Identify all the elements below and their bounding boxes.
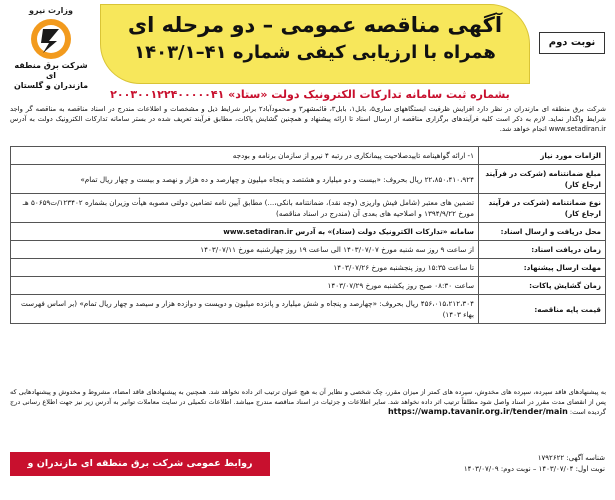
notice-number: همراه با ارزیابی کیفی شماره ۴۱–۱۴۰۳/۱ bbox=[134, 42, 496, 63]
notes-paragraph bbox=[10, 388, 606, 418]
row-value: ساعت ۰۸:۳۰ صبح روز یکشنبه مورخ ۱۴۰۳/۰۷/۲۹ bbox=[11, 277, 479, 295]
table-row bbox=[11, 223, 606, 241]
row-label: نوع ضمانتنامه (شرکت در فرآیند ارجاع کار) bbox=[479, 194, 606, 223]
table-row bbox=[11, 259, 606, 277]
row-value: ۲۲،۸۵۰،۴۱۰،۹۲۴ ریال بحروف: «بیست و دو میلیارد و هشتصد و پنجاه میلیون و چهارصد و ده هزار و نهصد و بیست و چهار ریال تمام» bbox=[11, 165, 479, 194]
row-value: ۱- ارائه گواهینامه تاییدصلاحیت پیمانکاری در رتبه ۴ نیرو از سازمان برنامه و بودجه bbox=[11, 147, 479, 165]
row-label: مهلت ارسال پیشنهاد: bbox=[479, 259, 606, 277]
ad-meta bbox=[305, 453, 605, 475]
ministry-label: وزارت نیرو bbox=[29, 6, 73, 15]
lightning-emblem-icon bbox=[29, 17, 73, 61]
round-badge: نوبت دوم bbox=[539, 32, 605, 54]
row-label: قیمت پایه مناقصه: bbox=[479, 295, 606, 324]
row-label: محل دریافت و ارسال اسناد: bbox=[479, 223, 606, 241]
table-row bbox=[11, 165, 606, 194]
setad-registration-number: بشماره ثبت سامانه تدارکات الکترونیک دولت «ستاد» ۲۰۰۳۰۰۱۲۲۴۰۰۰۰۰۴۱ bbox=[110, 88, 510, 101]
row-value: از ساعت ۹ روز سه شنبه مورخ ۱۴۰۳/۰۷/۰۷ الی ساعت ۱۹ روز چهارشنبه مورخ ۱۴۰۳/۰۷/۱۱ bbox=[11, 241, 479, 259]
row-label: زمان گشایش پاکات: bbox=[479, 277, 606, 295]
notice-title: آگهی مناقصه عمومی – دو مرحله ای bbox=[127, 13, 503, 37]
table-row bbox=[11, 277, 606, 295]
row-label: زمان دریافت اسناد: bbox=[479, 241, 606, 259]
org-name-line2: مازندران و گلستان bbox=[13, 81, 89, 90]
row-value: تضمین های معتبر (شامل فیش واریزی (وجه نقد)، ضمانتنامه بانکی،...) مطابق آیین نامه تضامین دولتی مصوبه هیأت وزیران بشماره ۱۲۳۴۰۲/ت۵۰۶۵۹ هـ مورخ ۱۳۹۴/۹/۲۲ و اصلاحیه های بعدی آن (مندرج در اسناد مناقصه) bbox=[11, 194, 479, 223]
tender-details-table bbox=[10, 146, 606, 324]
table-row bbox=[11, 241, 606, 259]
org-name-line1: شرکت برق منطقه ای bbox=[14, 61, 88, 80]
company-logo bbox=[8, 6, 94, 90]
tavanir-link[interactable]: https://wamp.tavanir.org.ir/tender/main bbox=[387, 407, 568, 416]
row-label: الزامات مورد نیاز bbox=[479, 147, 606, 165]
row-value: سامانه «تدارکات الکترونیک دولت (ستاد)» به آدرس www.setadiran.ir bbox=[11, 223, 479, 241]
notes-text: به پیشنهادهای فاقد سپرده، سپرده های مخدوش، سپرده های کمتر از میزان مقرر، چک شخصی و نظایر آن به هیچ عنوان ترتیب اثر داده نخواهد شد. همچنین به پیشنهادهای فاقد امضاء، مشروط و مخدوش و پیشنهادهایی که پس از انقضای مدت مقرر در اسناد واصل شود مطلقاً ترتیب اثر داده نخواهد شد. سایر اطلاعات و جزئیات در اسناد مناقصه مندرج میباشد. اطلاعات تکمیلی در سایت معاملات توانیر به آدرس زیر نیز جهت اطلاع رسانی درج گردیده است: bbox=[10, 388, 606, 416]
row-label: مبلغ ضمانتنامه (شرکت در فرآیند ارجاع کار) bbox=[479, 165, 606, 194]
row-value: تا ساعت ۱۵:۳۵ روز پنجشنبه مورخ ۱۴۰۳/۰۷/۲۶ bbox=[11, 259, 479, 277]
title-banner bbox=[100, 4, 530, 84]
table-row bbox=[11, 295, 606, 324]
public-relations-banner: روابط عمومی شرکت برق منطقه ای مازندران و گلستان bbox=[10, 452, 270, 476]
row-value: ۴۵۶،۰۱۵،۲۱۲،۳۰۴ ریال بحروف: «چهارصد و پنجاه و شش میلیارد و پانزده میلیون و دویست و دوازده هزار و سیصد و چهار ریال تمام» (بر اساس فهرست بهاء ۱۴۰۳) bbox=[11, 295, 479, 324]
ad-id: شناسه آگهی: ۱۷۹۲۶۲۲ bbox=[537, 454, 605, 462]
table-row bbox=[11, 147, 606, 165]
intro-paragraph: شرکت برق منطقه ای مازندران در نظر دارد افزایش ظرفیت ایستگاههای ساری۵، بابل۱، بابل۳، قائمشهر۳ و محمودآباد۲ برابر شرایط ذیل و مشخصات و اطلاعات مندرج در اسناد مناقصه به مناقصه گر واجد شرایط واگذار نماید. لازم به ذکر است کلیه فرآیندهای برگزاری مناقصه از ارسال اسناد تا ارائه پیشنهاد و همچنین گشایش پاکات، مطابق فرآیند تعریف شده در بستر سامانه تدارکات الکترونیک دولت به آدرس www.setadiran.ir انجام خواهد شد. bbox=[10, 105, 606, 133]
table-row bbox=[11, 194, 606, 223]
publish-dates: نوبت اول: ۱۴۰۳/۰۷/۰۴ – نوبت دوم: ۱۴۰۳/۰۷/۰۹ bbox=[463, 465, 605, 473]
